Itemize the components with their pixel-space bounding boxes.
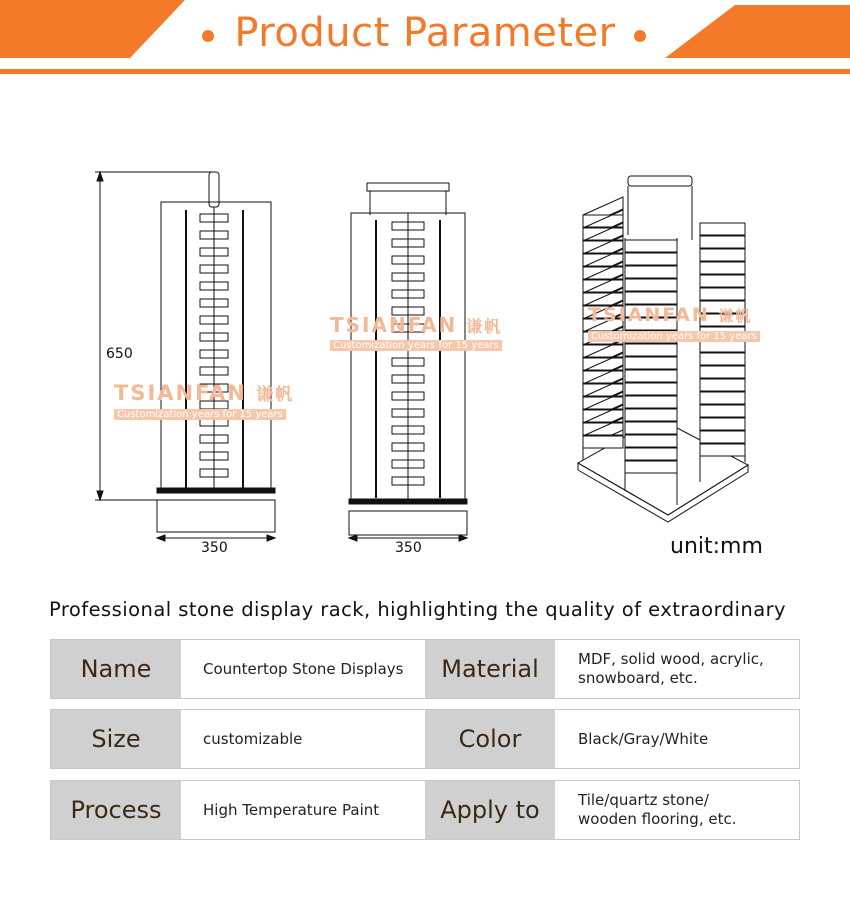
product-headline: Professional stone display rack, highlighting the quality of extraordinary: [49, 598, 787, 621]
watermark-brand: TSIANFAN 谦帆: [114, 381, 295, 405]
width-label-front: 350: [201, 540, 228, 556]
param-value: Black/Gray/White: [578, 729, 709, 748]
height-dimension-line: [95, 172, 214, 500]
param-row: [50, 709, 800, 769]
param-value: customizable: [203, 729, 303, 748]
page-title: Product Parameter: [234, 10, 616, 56]
param-label: Color: [425, 710, 555, 768]
isometric-view-drawing: [578, 176, 748, 522]
param-label: Apply to: [425, 781, 555, 839]
param-value: MDF, solid wood, acrylic, snowboard, etc.: [578, 650, 764, 687]
watermark-brand: TSIANFAN 谦帆: [330, 313, 503, 337]
side-view-drawing: [349, 183, 467, 541]
width-label-side: 350: [395, 540, 422, 556]
bullet-right-icon: [634, 30, 646, 42]
param-label: Process: [51, 781, 181, 839]
watermark-tagline: Customization years for 15 years: [588, 331, 760, 342]
param-label: Material: [425, 640, 555, 698]
param-row: [50, 780, 800, 840]
unit-label: unit:mm: [670, 534, 763, 559]
header-banner: [0, 0, 850, 80]
param-value: Countertop Stone Displays: [203, 659, 404, 678]
param-label: Size: [51, 710, 181, 768]
param-label: Name: [51, 640, 181, 698]
param-row: [50, 639, 800, 699]
front-view-drawing: [157, 172, 275, 541]
watermark-tagline: Customization years for 15 years: [114, 409, 286, 420]
height-label: 650: [106, 346, 133, 362]
param-value: High Temperature Paint: [203, 800, 380, 819]
watermark-brand: TSIANFAN 谦帆: [588, 304, 753, 326]
watermark-tagline: Customization years for 15 years: [330, 340, 502, 351]
banner-rule: [0, 69, 850, 74]
param-value: Tile/quartz stone/ wooden flooring, etc.: [578, 791, 737, 828]
